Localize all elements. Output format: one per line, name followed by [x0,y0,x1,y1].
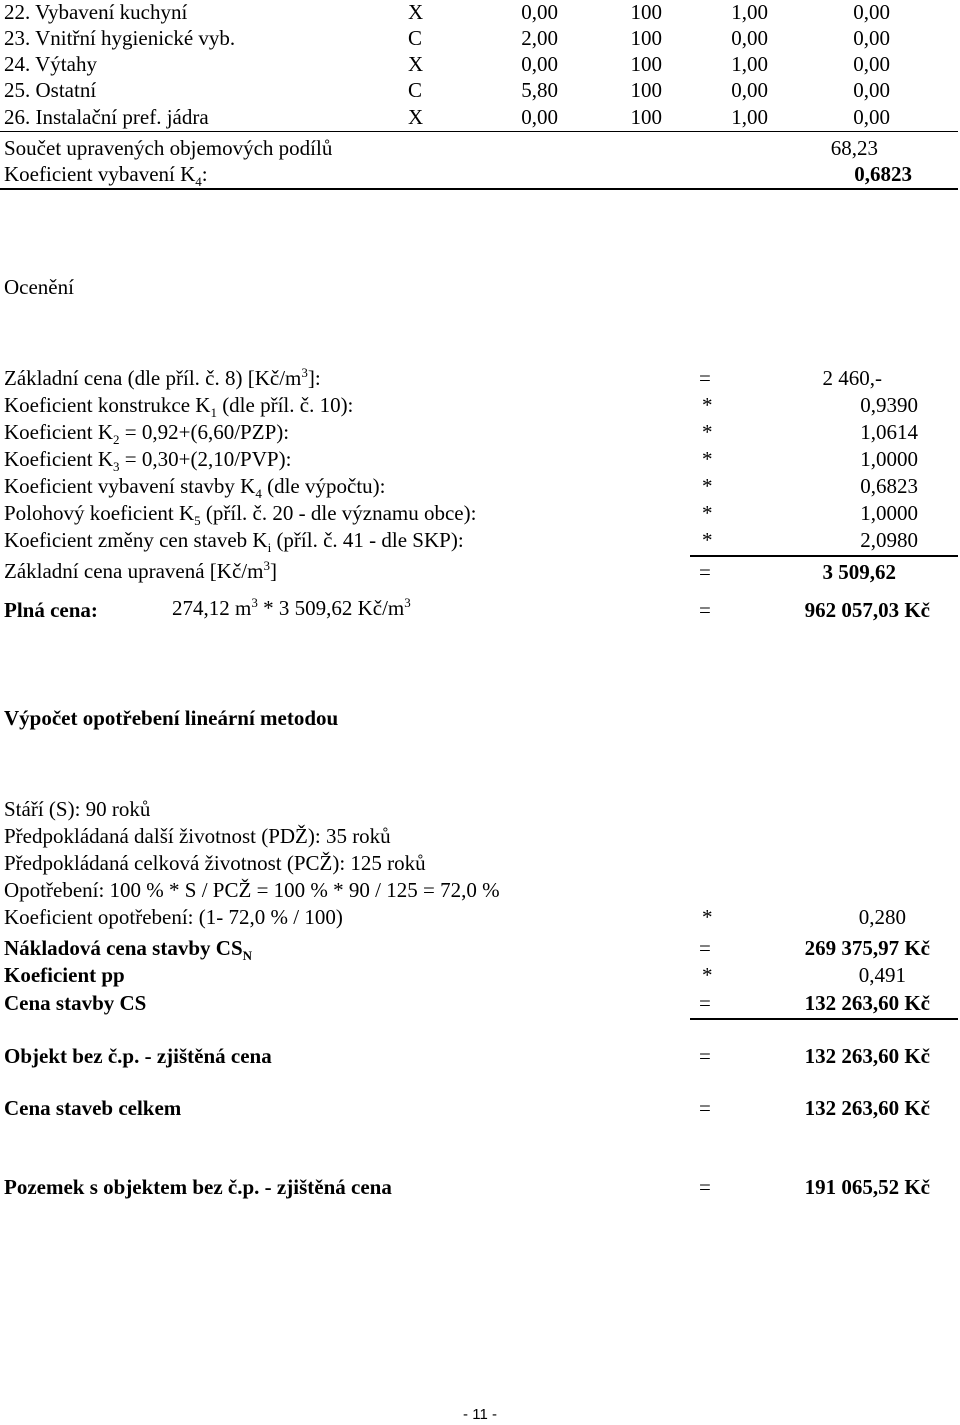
object-price-label: Objekt bez č.p. - zjištěná cena [4,1044,272,1068]
land-price-value: 191 065,52 Kč [804,1175,930,1199]
buildings-total-label: Cena staveb celkem [4,1096,182,1120]
page-number: - 11 - [463,1406,497,1423]
total-life-line: Předpokládaná celková životnost (PCŽ): 125 roků [4,851,426,875]
k5-label: Polohový koeficient $K_5$ (příl. č. 20 - dle významu obce): [4,501,477,529]
wear-line: Opotřebení: 100 % * S / PCŽ = 100 % * 90 / 125 = 72,0 % [4,878,500,902]
wear-coef-label: Koeficient opotřebení: (1- 72,0 % / 100) [4,905,343,929]
adjusted-price-label: Základní cena upravená $[Kč/m^3]$ [4,558,277,583]
land-price-operator: = [699,1175,711,1199]
table-row-v4: 0,00 [853,26,890,50]
table-row-v2: 100 [630,78,662,102]
object-price-value: 132 263,60 Kč [804,1044,930,1068]
table-row-v1: 2,00 [521,26,558,50]
sum-value: 68,23 [830,136,878,160]
k3-operator: * [702,447,713,471]
valuation-heading: Ocenění [4,275,74,299]
k4-equipment-label: Koeficient vybavení stavby $K_4$ (dle výpočtu): [4,474,386,502]
adjusted-price-operator: = [699,560,711,584]
table-row-v4: 0,00 [853,78,890,102]
k2-operator: * [702,420,713,444]
wear-coef-value: 0,280 [858,905,906,929]
table-row-v4: 0,00 [853,0,890,24]
land-price-label: Pozemek s objektem bez č.p. - zjištěná cena [4,1175,392,1199]
table-row-v1: 0,00 [521,105,558,129]
age-line: Stáří (S): 90 roků [4,797,151,821]
table-row-name: 22. Vybavení kuchyní [4,0,188,24]
table-row-code: X [408,105,424,129]
full-price-formula: 274,12 $m^3 * 3$ 509,62 $Kč/m^3$ [172,595,411,620]
table-row-v3: 1,00 [731,0,768,24]
depreciation-heading: Výpočet opotřebení lineární metodou [4,706,339,730]
section-divider [0,188,958,190]
table-row-v4: 0,00 [853,52,890,76]
building-price-divider [690,1018,958,1020]
k3-value: 1,0000 [860,447,918,471]
table-row-v3: 0,00 [731,78,768,102]
base-price-label: Základní cena (dle příl. č. 8) $[Kč/m^3]$: [4,365,321,390]
k4-label: Koeficient vybavení $K_4$: [4,162,208,190]
table-row-v4: 0,00 [853,105,890,129]
building-price-label: Cena stavby CS [4,991,147,1015]
table-row-name: 24. Výtahy [4,52,97,76]
table-row-v2: 100 [630,0,662,24]
table-row-code: X [408,0,424,24]
pp-coef-operator: * [702,963,713,987]
k2-value: 1,0614 [860,420,918,444]
table-row-v1: 0,00 [521,0,558,24]
k1-value: 0,9390 [860,393,918,417]
buildings-total-operator: = [699,1096,711,1120]
object-price-operator: = [699,1044,711,1068]
coefficients-divider [690,555,958,557]
k4-equipment-value: 0,6823 [860,474,918,498]
k4-value: 0,6823 [854,162,912,186]
table-row-v1: 0,00 [521,52,558,76]
k1-operator: * [702,393,713,417]
table-row-v2: 100 [630,105,662,129]
table-row-v2: 100 [630,26,662,50]
table-row-v2: 100 [630,52,662,76]
table-row-v3: 0,00 [731,26,768,50]
table-row-code: C [408,26,423,50]
k2-label: Koeficient $K_2 = 0,92+(6,60/PZP)$: [4,420,290,448]
table-row-v1: 5,80 [521,78,558,102]
k1-label: Koeficient konstrukce $K_1$ (dle příl. č. 10): [4,393,354,421]
cost-price-operator: = [699,936,711,960]
base-price-value: 2 460,- [822,366,882,390]
wear-coef-operator: * [702,905,713,929]
k4-equipment-operator: * [702,474,713,498]
table-row-name: 23. Vnitřní hygienické vyb. [4,26,236,50]
pp-coef-label: Koeficient pp [4,963,125,987]
table-row-name: 25. Ostatní [4,78,97,102]
buildings-total-value: 132 263,60 Kč [804,1096,930,1120]
table-row-v3: 1,00 [731,105,768,129]
full-price-label: Plná cena: [4,598,98,622]
building-price-value: 132 263,60 Kč [804,991,930,1015]
full-price-operator: = [699,598,711,622]
table-row-name: 26. Instalační pref. jádra [4,105,209,129]
remaining-life-line: Předpokládaná další životnost (PDŽ): 35 roků [4,824,391,848]
pp-coef-value: 0,491 [858,963,906,987]
k5-value: 1,0000 [860,501,918,525]
ki-value: 2,0980 [860,528,918,552]
full-price-value: 962 057,03 Kč [804,598,930,622]
table-row-v3: 1,00 [731,52,768,76]
sum-label: Součet upravených objemových podílů [4,136,333,160]
cost-price-label: Nákladová cena stavby $CS_N$ [4,936,253,964]
table-row-code: C [408,78,423,102]
k3-label: Koeficient $K_3 = 0,30+(2,10/PVP)$: [4,447,292,475]
adjusted-price-value: 3 509,62 [822,560,896,584]
ki-label: Koeficient změny cen staveb $K_i$ (příl. č. 41 - dle SKP): [4,528,464,556]
ki-operator: * [702,528,713,552]
k5-operator: * [702,501,713,525]
table-row-code: X [408,52,424,76]
cost-price-value: 269 375,97 Kč [804,936,930,960]
table-divider [0,131,958,132]
base-price-operator: = [699,366,711,390]
building-price-operator: = [699,991,711,1015]
